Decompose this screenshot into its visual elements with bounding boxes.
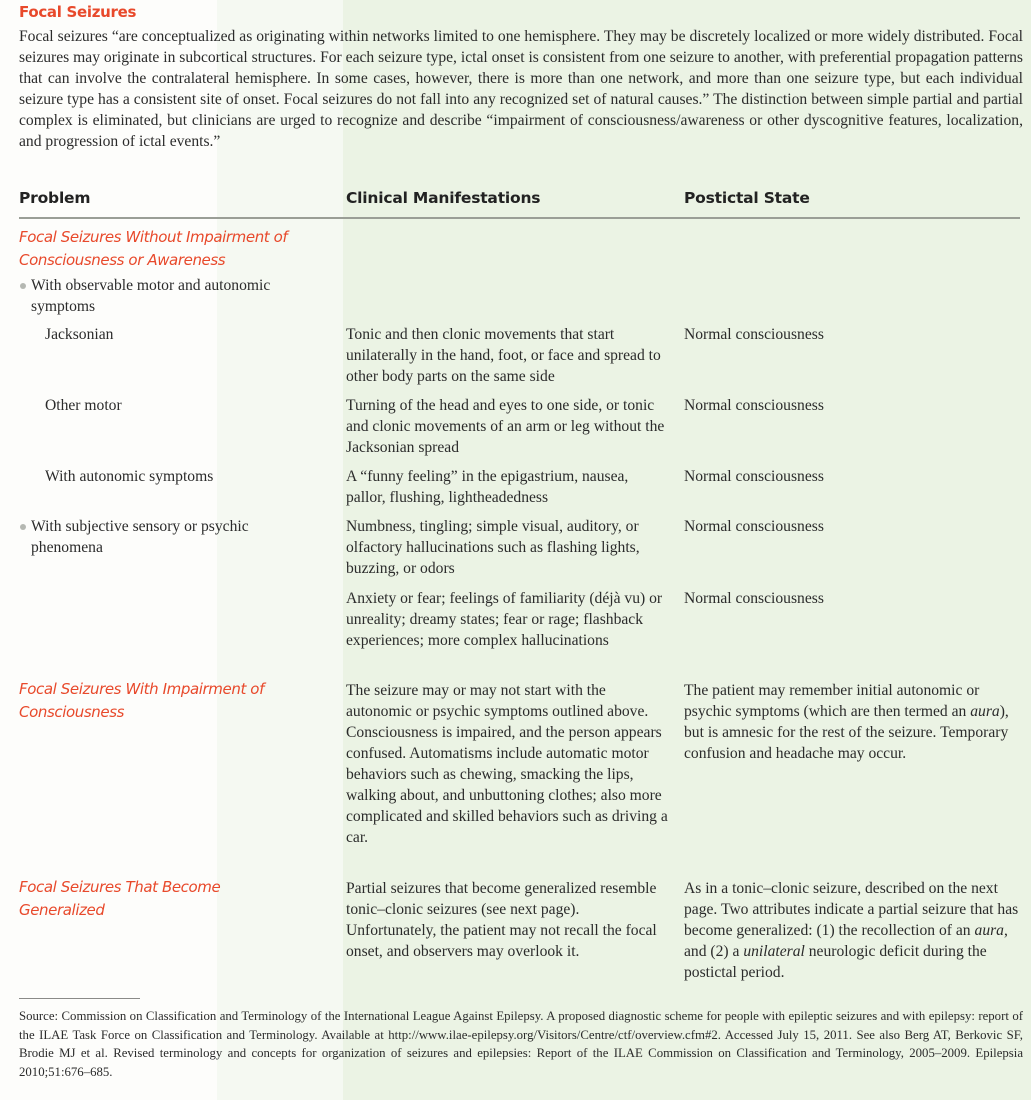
- bullet-icon: [20, 524, 26, 530]
- table-row-postictal: Normal consciousness: [684, 590, 824, 607]
- category-heading: Focal Seizures With Impairment of Consciousness: [19, 680, 264, 721]
- section-title: Focal Seizures: [19, 3, 137, 21]
- table-row-postictal: As in a tonic–clonic seizure, described on the next page. Two attributes indicate a partial seizure that has become generalized: (1) the recollection of an aura, and (2) a unilateral neurologic deficit during the postictal period.: [684, 880, 1019, 981]
- table-row-postictal: Normal consciousness: [684, 397, 824, 414]
- column-header-problem: Problem: [19, 189, 91, 207]
- category-heading: Focal Seizures That Become Generalized: [19, 878, 221, 919]
- table-row-postictal: Normal consciousness: [684, 518, 824, 535]
- table-row-problem: Other motor: [45, 397, 122, 414]
- intro-paragraph: Focal seizures “are conceptualized as originating within networks limited to one hemisphere. They may be discretely localized or more widely distributed. Focal seizures may originate in subcortical structures. For each seizure type, ictal onset is consistent from one seizure to another, with preferential propagation patterns that can involve the contralateral hemisphere. In some cases, however, there is more than one network, and more than one seizure type, but each individual seizure type has a consistent site of onset. Focal seizures do not fall into any recognized set of natural causes.” The distinction between simple partial and partial complex is eliminated, but clinicians are urged to recognize and describe “impairment of consciousness/awareness or other dyscognitive features, localization, and progression of ictal events.”: [19, 28, 1023, 150]
- table-row-problem: Jacksonian: [45, 326, 114, 343]
- table-row-manifestations: Anxiety or fear; feelings of familiarity (déjà vu) or unreality; dreamy states; fear or rage; flashback experiences; more complex hallucinations: [346, 590, 663, 649]
- header-rule: [19, 217, 1020, 219]
- bullet-icon: [20, 283, 26, 289]
- category-heading: Focal Seizures Without Impairment of Consciousness or Awareness: [19, 228, 288, 269]
- table-row-manifestations: The seizure may or may not start with the autonomic or psychic symptoms outlined above. Consciousness is impaired, and the person appears confused. Automatisms include automatic motor behaviors such as chewing, smacking the lips, walking about, and unbuttoning clothes; also more complicated and skilled behaviors such as driving a car.: [346, 682, 668, 846]
- footnote-rule: [19, 998, 140, 999]
- column-header-postictal-state: Postictal State: [684, 189, 810, 207]
- table-row-manifestations: Tonic and then clonic movements that start unilaterally in the hand, foot, or face and spread to other body parts on the same side: [346, 326, 661, 385]
- column-header-clinical-manifestations: Clinical Manifestations: [346, 189, 541, 207]
- table-row-manifestations: Numbness, tingling; simple visual, auditory, or olfactory hallucinations such as flashing lights, buzzing, or odors: [346, 518, 640, 577]
- table-row-postictal: The patient may remember initial autonomic or psychic symptoms (which are then termed an aura), but is amnesic for the rest of the seizure. Temporary confusion and headache may occur.: [684, 682, 1009, 762]
- source-footnote: Source: Commission on Classification and Terminology of the International League Against Epilepsy. A proposed diagnostic scheme for people with epileptic seizures and with epilepsy: report of the ILAE Task Force on Classification and Terminology. Available at http://www.ilae-epilepsy.org/Visitors/Centre/ctf/overview.cfm#2. Accessed July 15, 2011. See also Berg AT, Berkovic SF, Brodie MJ et al. Revised terminology and concepts for organization of seizures and epilepsies: Report of the ILAE Commission on Classification and Terminology, 2005–2009. Epilepsia 2010;51:676–685.: [19, 1009, 1023, 1079]
- table-row-manifestations: Partial seizures that become generalized resemble tonic–clonic seizures (see next page). Unfortunately, the patient may not recall the focal onset, and observers may overlook it.: [346, 880, 657, 960]
- table-row-problem: With subjective sensory or psychic phenomena: [19, 516, 321, 558]
- table-row-manifestations: Turning of the head and eyes to one side, or tonic and clonic movements of an arm or leg without the Jacksonian spread: [346, 397, 665, 456]
- table-row-problem: With observable motor and autonomic symptoms: [19, 275, 331, 317]
- table-row-postictal: Normal consciousness: [684, 468, 824, 485]
- table-row-problem: With autonomic symptoms: [45, 468, 214, 485]
- table-row-manifestations: A “funny feeling” in the epigastrium, nausea, pallor, flushing, lightheadedness: [346, 468, 629, 506]
- table-row-postictal: Normal consciousness: [684, 326, 824, 343]
